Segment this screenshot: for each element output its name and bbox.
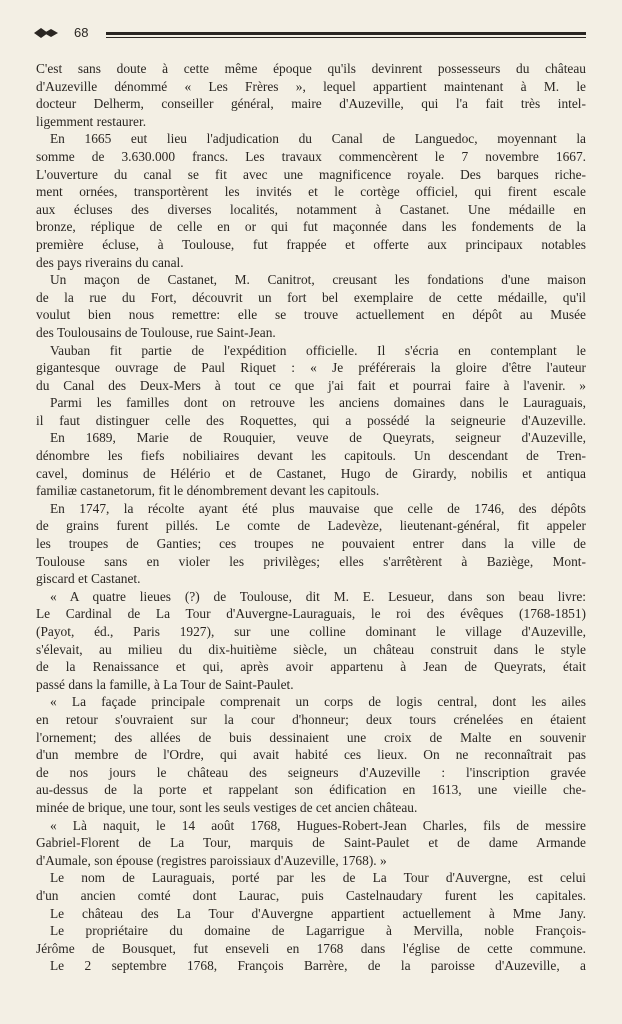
text-line: il faut distinguer celle des Roquettes, qui a possédé la seigneurie d'Auzeville. bbox=[36, 412, 586, 428]
text-line: « La façade principale comprenait un corps de logis central, dont les ailes bbox=[50, 694, 586, 710]
text-line: En 1665 eut lieu l'adjudication du Canal de Languedoc, moyennant la bbox=[50, 131, 586, 147]
text-line: passé dans la famille, à La Tour de Saint-Paulet. bbox=[36, 676, 294, 692]
text-line: Le nom de Lauraguais, porté par les de La Tour d'Auvergne, est celui bbox=[50, 870, 586, 886]
text-line: aux écluses des diverses localités, notamment à Castanet. Une médaille en bbox=[36, 201, 586, 217]
header-rule-thin bbox=[106, 37, 586, 38]
text-line: des pays riverains du canal. bbox=[36, 254, 184, 270]
text-line: des Toulousains de Toulouse, rue Saint-Jean. bbox=[36, 324, 276, 340]
text-line: Le 2 septembre 1768, François Barrère, de la paroisse d'Auzeville, a bbox=[50, 958, 586, 974]
text-line: Parmi les familles dont on retrouve les anciens domaines dans le Lauraguais, bbox=[50, 395, 586, 411]
text-line: première écluse, à Toulouse, fut frappée et offerte aux principaux notables bbox=[36, 236, 586, 252]
text-line: docteur Delherm, conseiller général, maire d'Auzeville, qui l'a fait très intel- bbox=[36, 96, 586, 112]
text-line: C'est sans doute à cette même époque qu'ils devinrent possesseurs du château bbox=[36, 61, 586, 76]
text-line: Jérôme de Bousquet, fut enseveli en 1768 dans l'église de cette commune. bbox=[36, 940, 586, 956]
text-line: En 1747, la récolte ayant été plus mauvaise que celle de 1746, des dépôts bbox=[50, 500, 586, 516]
text-line: bronze, réplique de celle en or qui fut maçonnée dans les fondements de la bbox=[36, 219, 586, 235]
text-line: Vauban fit partie de l'expédition officielle. Il s'écria en contemplant le bbox=[50, 342, 586, 358]
text-line: familiæ castanetorum, fit le dénombrement devant les capitouls. bbox=[36, 483, 380, 499]
text-line: (Payot, éd., Paris 1927), sur une colline dominant le village d'Auzeville, bbox=[36, 624, 586, 639]
text-line: les troupes de Ganties; ces troupes ne pouvaient entrer dans la ville de bbox=[36, 536, 586, 552]
text-line: L'ouverture du canal se fit avec une magnificence royale. Des barques riche- bbox=[36, 166, 586, 182]
text-line: gigantesque ouvrage de Paul Riquet : « Je préférerais la gloire d'être l'auteur bbox=[36, 360, 586, 376]
text-line: Le château des La Tour d'Auvergne appartient actuellement à Mme Jany. bbox=[50, 905, 586, 921]
text-line: giscard et Castanet. bbox=[36, 571, 141, 587]
text-line: Toulouse sans en violer les privilèges; elles s'arrêtèrent à Baziège, Mont- bbox=[36, 553, 586, 569]
header-rule-thick bbox=[106, 32, 586, 35]
text-line: « Là naquit, le 14 août 1768, Hugues-Robert-Jean Charles, fils de messire bbox=[50, 817, 586, 833]
text-line: de la Renaissance et qui, après avoir appartenu à Jean de Queyrats, était bbox=[36, 659, 586, 675]
text-line: l'ornement; des allées de buis dessinaient une croix de Malte en souvenir bbox=[36, 729, 586, 745]
text-line: Gabriel-Florent de La Tour, marquis de Saint-Paulet et de dame Armande bbox=[36, 835, 586, 851]
text-line: en retour s'ouvraient sur la cour d'honneur; deux tours crénelées en étaient bbox=[36, 711, 586, 727]
diamond-ornament-icon bbox=[34, 27, 58, 39]
text-line: d'un membre de l'Ordre, qui avait habité ces lieux. On ne reconnaîtrait pas bbox=[36, 747, 586, 763]
text-line: somme de 3.630.000 francs. Les travaux commencèrent le 7 novembre 1667. bbox=[36, 148, 586, 164]
text-line: voulut bien nous remettre: elle se trouve actuellement en dépôt au Musée bbox=[36, 307, 586, 323]
text-line: d'Aumale, son épouse (registres paroissiaux d'Auzeville, 1768). » bbox=[36, 852, 387, 868]
text-line: de la rue du Fort, découvrit un fort bel exemplaire de cette médaille, qu'il bbox=[36, 289, 586, 305]
body-text bbox=[36, 60, 586, 975]
text-line: Un maçon de Castanet, M. Canitrot, creusant les fondations d'une maison bbox=[50, 272, 586, 288]
text-line: de grains furent pillés. Le comte de Ladevèze, lieutenant-général, fit appeler bbox=[36, 518, 586, 534]
text-line: de nos jours le château des seigneurs d'Auzeville : l'inscription gravée bbox=[36, 764, 586, 780]
text-line: Le propriétaire du domaine de Lagarrigue à Mervilla, noble François- bbox=[50, 923, 586, 939]
text-line: d'un ancien comté dont Laurac, puis Castelnaudary furent les capitales. bbox=[36, 887, 586, 903]
text-line: « A quatre lieues (?) de Toulouse, dit M. E. Lesueur, dans son beau livre: bbox=[50, 588, 586, 604]
text-line: ligemment restaurer. bbox=[36, 113, 147, 129]
text-line: Le Cardinal de La Tour d'Auvergne-Lauraguais, le roi des évêques (1768-1851) bbox=[36, 606, 586, 622]
text-line: s'élevait, au milieu du dix-huitième siècle, un château construit dans le style bbox=[36, 641, 586, 657]
text-line: dénombre les fiefs nobiliaires devant les capitouls. Un descendant de Tren- bbox=[36, 448, 586, 464]
text-line: minée de brique, une tour, sont les seuls vestiges de cet ancien château. bbox=[36, 799, 418, 815]
text-line: du Canal des Deux-Mers à tout ce que j'ai fait et pourrai faire à l'avenir. » bbox=[36, 377, 586, 393]
text-line: En 1689, Marie de Rouquier, veuve de Queyrats, seigneur d'Auzeville, bbox=[50, 430, 586, 446]
text-line: ment ornées, transportèrent les invités et le cortège officiel, qui firent escale bbox=[36, 184, 586, 200]
page-header bbox=[34, 24, 586, 42]
text-line: au-dessus de la porte et rappelant son édification en 1613, une vieille che- bbox=[36, 782, 586, 798]
page-number: 68 bbox=[74, 25, 89, 40]
text-line: d'Auzeville dénommé « Les Frères », lequel appartient maintenant à M. le bbox=[36, 78, 586, 94]
text-line: cavel, dominus de Hélério et de Castanet, Hugo de Girardy, nobilis et antiqua bbox=[36, 465, 586, 481]
